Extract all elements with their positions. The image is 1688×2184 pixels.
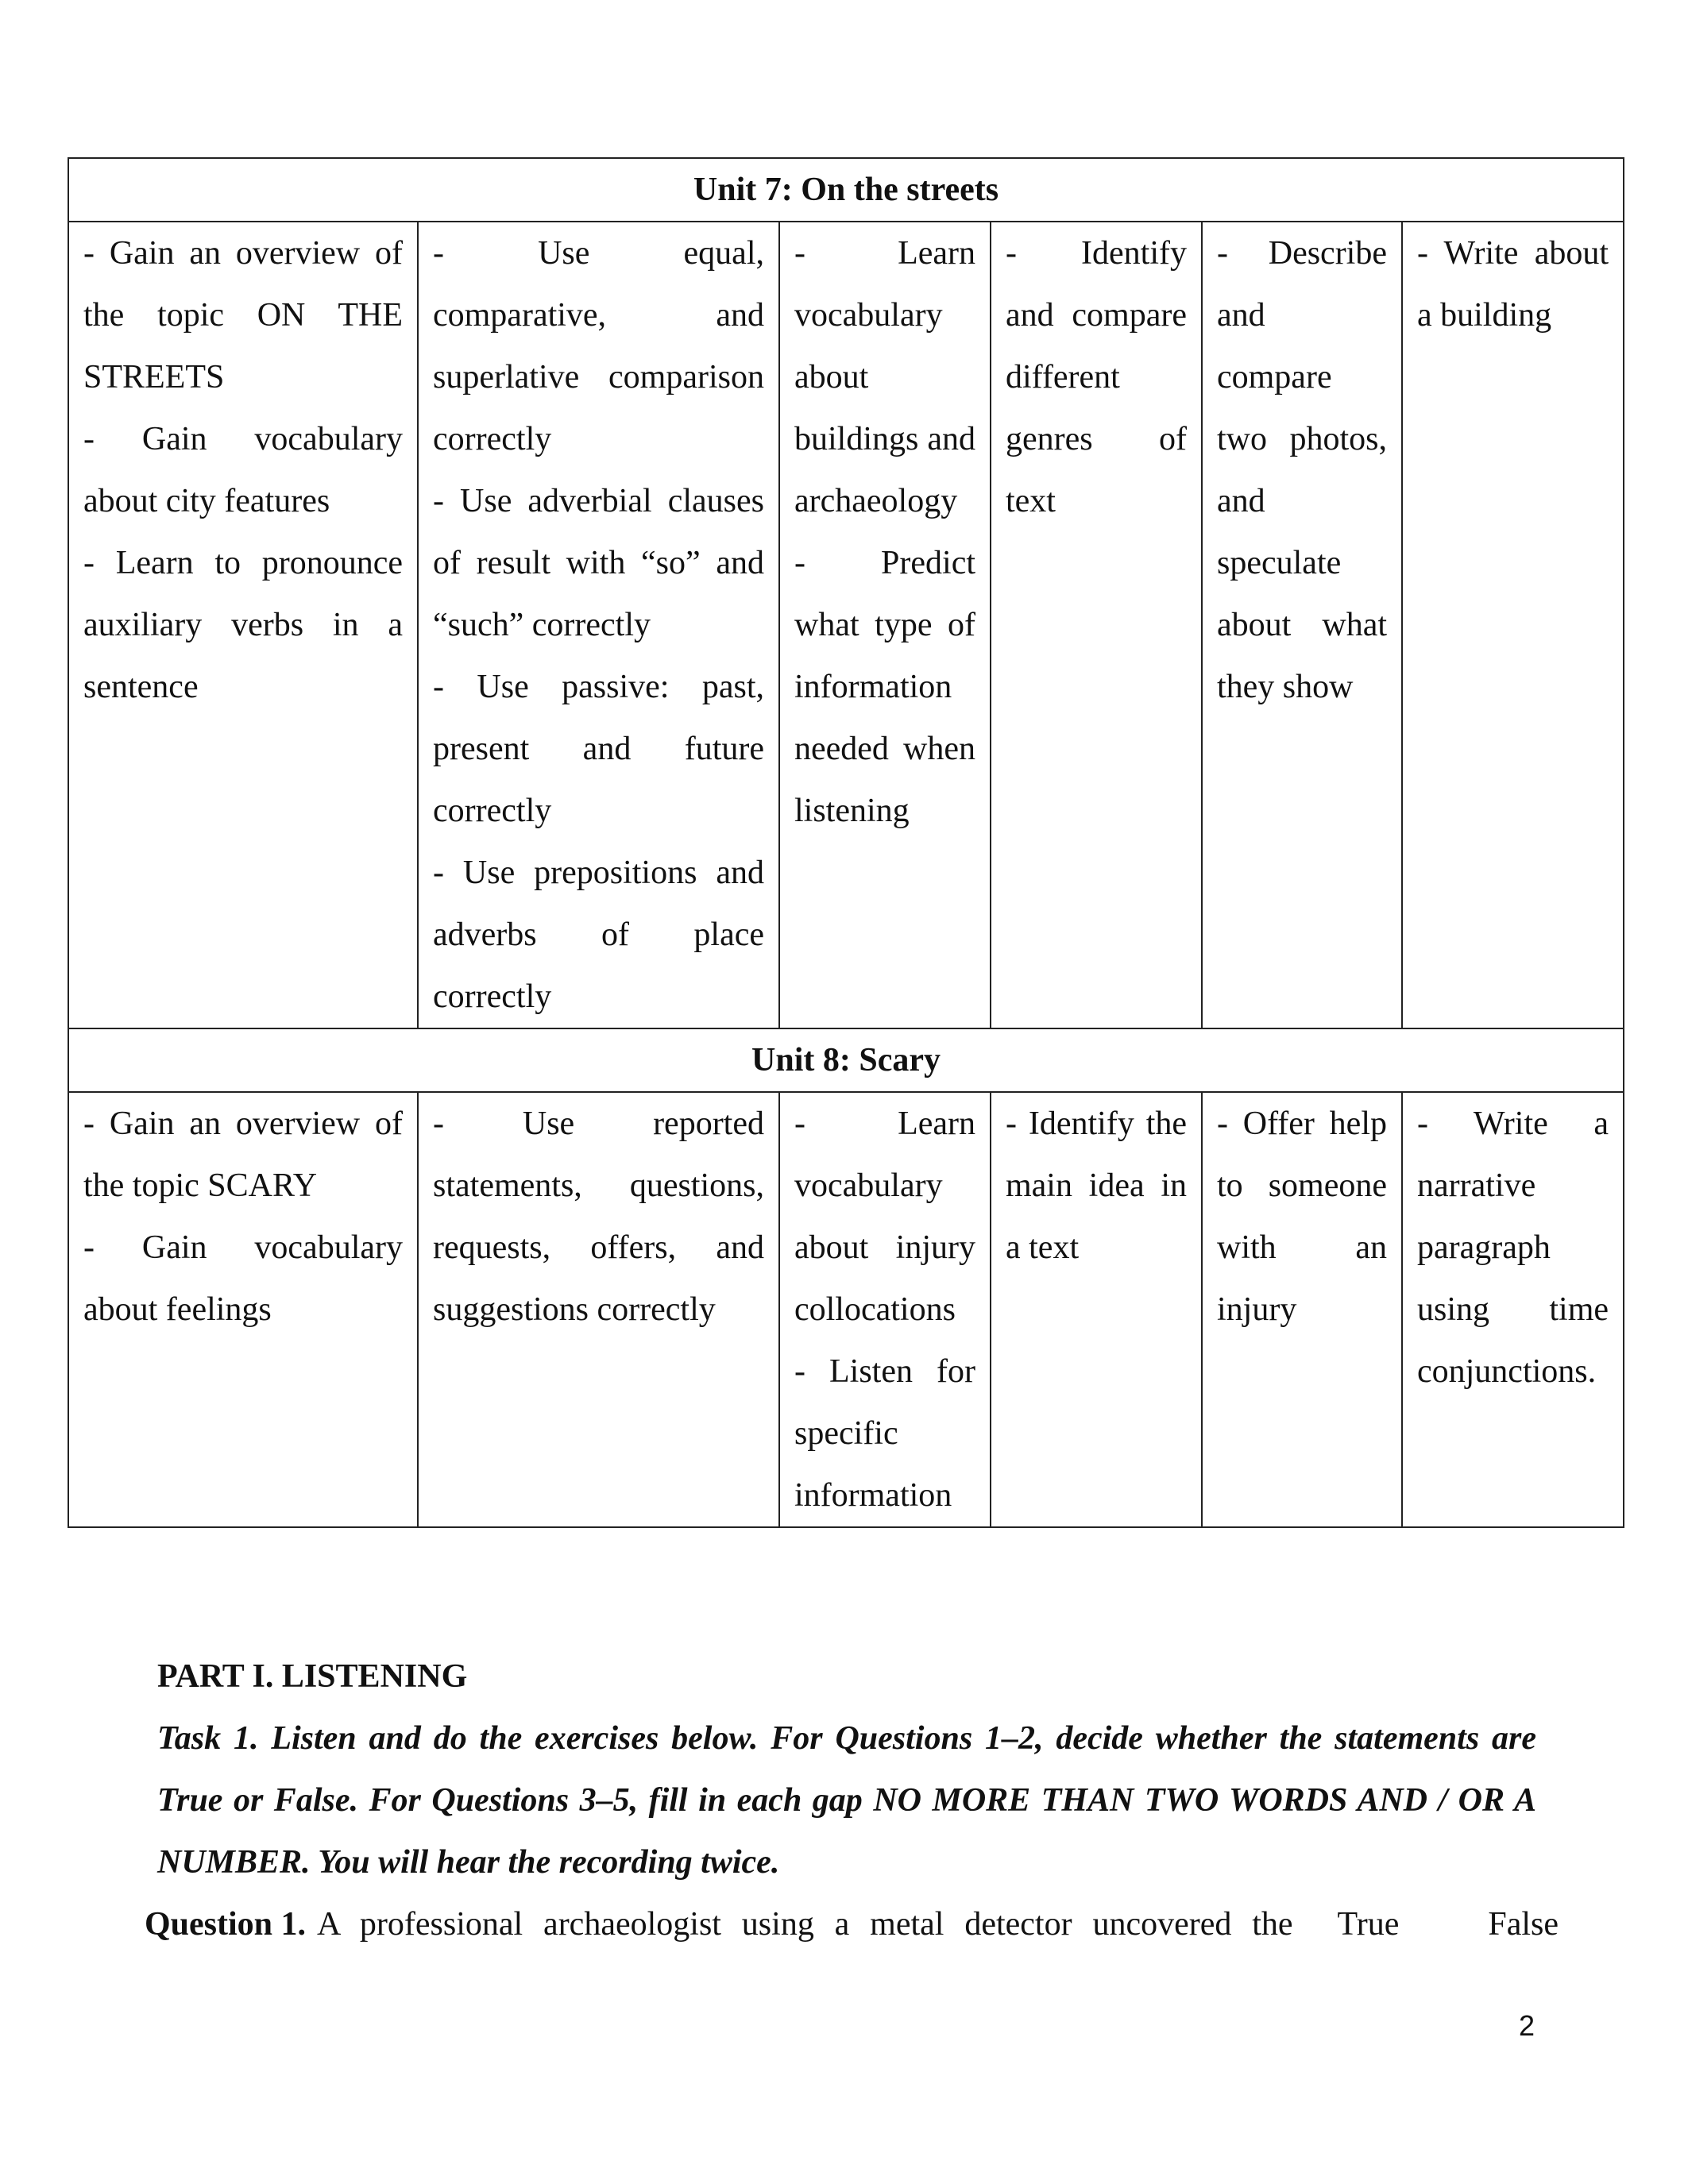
objective-cell <box>1402 1092 1624 1527</box>
objective-item: - Use equal, comparative, and superlative comparison correctly <box>433 235 764 457</box>
task-instructions: Task 1. Listen and do the exercises below. For Questions 1–2, decide whether the statements are True or False. For Questions 3–5, fill in each gap NO MORE THAN TWO WORDS AND / OR A NUMBER. You will hear the recording twice. <box>157 1720 1536 1881</box>
objective-item: - Identify the main idea in a text <box>1006 1106 1187 1266</box>
units-table-body <box>68 158 1624 1527</box>
objective-item: - Learn vocabulary about injury collocations <box>794 1106 975 1328</box>
objective-cell <box>418 222 779 1028</box>
objective-cell <box>991 222 1202 1028</box>
objective-cell <box>991 1092 1202 1527</box>
objective-item: - Learn vocabulary about buildings and archaeology <box>794 235 975 519</box>
objective-item: - Use passive: past, present and future correctly <box>433 669 764 829</box>
objective-item: - Gain vocabulary about feelings <box>83 1229 403 1328</box>
question-1-label: Question 1. <box>145 1906 307 1943</box>
objective-item: - Write a narrative paragraph using time conjunctions. <box>1417 1106 1609 1390</box>
objective-item: - Gain an overview of the topic SCARY <box>83 1106 403 1204</box>
question-1-option-false[interactable]: False <box>1488 1906 1559 1943</box>
objective-item: - Use prepositions and adverbs of place correctly <box>433 855 764 1015</box>
objective-item: - Gain an overview of the topic ON THE STREETS <box>83 235 403 396</box>
objective-cell <box>68 1092 418 1527</box>
unit-header-row <box>68 1028 1624 1092</box>
objective-item: - Offer help to someone with an injury <box>1217 1106 1387 1328</box>
objective-cell <box>1402 222 1624 1028</box>
question-1-option-true[interactable]: True <box>1337 1906 1400 1943</box>
objective-cell <box>1202 222 1402 1028</box>
objective-item: - Identify and compare different genres of text <box>1006 235 1187 519</box>
objective-cell <box>779 1092 991 1527</box>
objective-item: - Listen for specific information <box>794 1353 975 1514</box>
objective-item: - Describe and compare two photos, and speculate about what they show <box>1217 235 1387 705</box>
part-title: PART I. LISTENING <box>157 1658 468 1695</box>
objective-item: - Gain vocabulary about city features <box>83 421 403 519</box>
objective-cell <box>1202 1092 1402 1527</box>
unit-objectives-row <box>68 1092 1624 1527</box>
objective-item: - Use reported statements, questions, requests, offers, and suggestions correctly <box>433 1106 764 1328</box>
objective-cell <box>418 1092 779 1527</box>
units-table <box>68 157 1624 1528</box>
unit-header-row <box>68 158 1624 222</box>
page-number: 2 <box>1519 2009 1535 2042</box>
unit-objectives-row <box>68 222 1624 1028</box>
objective-item: - Use adverbial clauses of result with “so” and “such” correctly <box>433 483 764 643</box>
objective-item: - Write about a building <box>1417 235 1609 334</box>
objective-cell <box>779 222 991 1028</box>
objective-item: - Predict what type of information needed when listening <box>794 545 975 829</box>
question-1-text: A professional archaeologist using a metal detector uncovered the <box>317 1906 1293 1943</box>
unit-title: Unit 7: On the streets <box>68 158 1624 222</box>
objective-item: - Learn to pronounce auxiliary verbs in a sentence <box>83 545 403 705</box>
objective-cell <box>68 222 418 1028</box>
question-1 <box>145 1893 1559 1955</box>
unit-title: Unit 8: Scary <box>68 1028 1624 1092</box>
